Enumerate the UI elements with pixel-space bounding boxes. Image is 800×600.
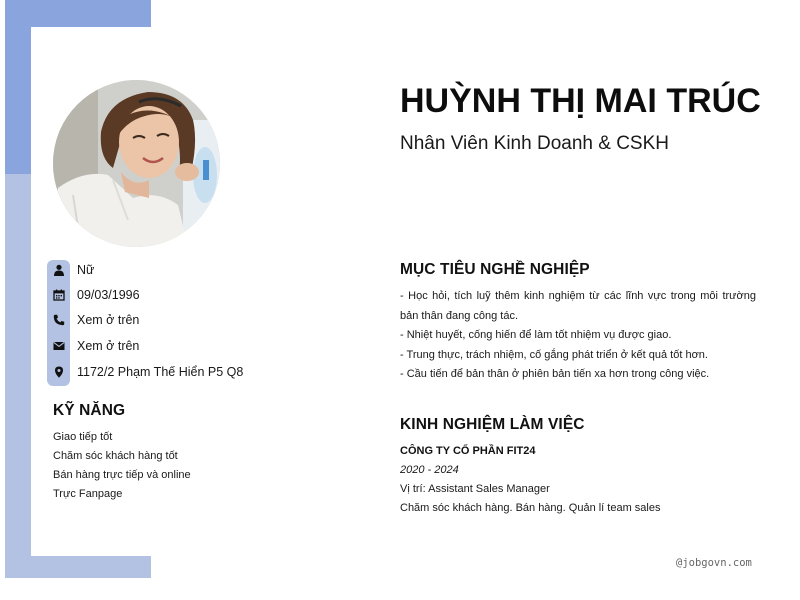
objective-line: - Nhiệt huyết, cống hiến để làm tốt nhiệm vụ được giao. xyxy=(400,329,672,341)
employment-period: 2020 - 2024 xyxy=(400,464,459,476)
watermark: @jobgovn.com xyxy=(676,557,752,569)
email-text: Xem ở trên xyxy=(77,339,140,353)
phone-icon xyxy=(47,310,70,330)
company-name: CÔNG TY CỔ PHẦN FIT24 xyxy=(400,445,536,457)
objective-line: - Trung thực, trách nhiệm, cố gắng phát triển ở kết quả tốt hơn. xyxy=(400,348,708,361)
location-pin-icon xyxy=(47,362,70,382)
contact-phone xyxy=(47,310,139,330)
position-text: Vị trí: Assistant Sales Manager xyxy=(400,483,550,495)
contact-email xyxy=(47,336,139,356)
person-icon xyxy=(47,260,70,280)
calendar-icon xyxy=(47,285,70,305)
objective-line: - Học hỏi, tích luỹ thêm kinh nghiệm từ các lĩnh vực trong môi trường bản thân đang công tác. xyxy=(400,290,756,322)
skill-item: Trực Fanpage xyxy=(53,488,123,500)
avatar xyxy=(53,80,220,247)
skill-item: Bán hàng trực tiếp và online xyxy=(53,469,191,481)
candidate-name: HUỲNH THỊ MAI TRÚC xyxy=(400,82,761,120)
job-description: Chăm sóc khách hàng. Bán hàng. Quản lí team sales xyxy=(400,502,661,514)
skill-item: Giao tiếp tốt xyxy=(53,431,113,443)
job-title: Nhân Viên Kinh Doanh & CSKH xyxy=(400,133,669,154)
skill-item: Chăm sóc khách hàng tốt xyxy=(53,450,178,462)
objective-heading: MỤC TIÊU NGHỀ NGHIỆP xyxy=(400,261,590,278)
contact-address xyxy=(47,362,243,382)
contact-gender xyxy=(47,260,94,280)
skills-list xyxy=(53,428,191,504)
phone-text: Xem ở trên xyxy=(77,313,140,327)
birthdate-text: 09/03/1996 xyxy=(77,288,140,302)
skills-heading: KỸ NĂNG xyxy=(53,402,126,419)
objective-section xyxy=(400,287,756,385)
experience-entry xyxy=(400,441,760,518)
address-text: 1172/2 Phạm Thế Hiển P5 Q8 xyxy=(77,365,244,379)
contact-birthdate xyxy=(47,285,140,305)
experience-heading: KINH NGHIỆM LÀM VIỆC xyxy=(400,416,585,433)
mail-icon xyxy=(47,336,70,356)
gender-text: Nữ xyxy=(77,263,95,277)
objective-line: - Cầu tiến để bản thân ở phiên bản tiến xa hơn trong công việc. xyxy=(400,368,710,380)
